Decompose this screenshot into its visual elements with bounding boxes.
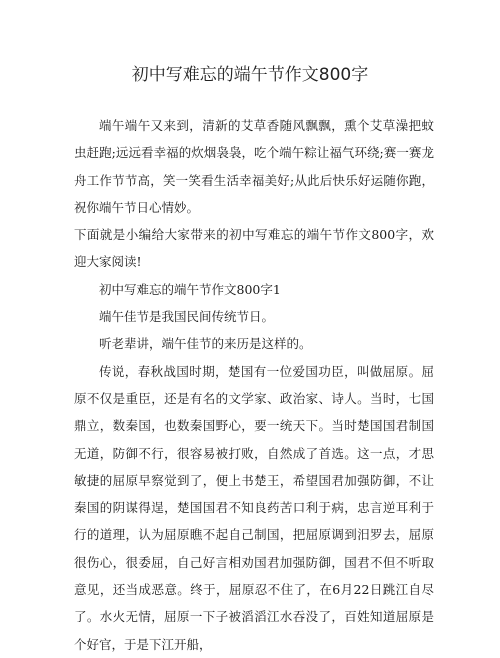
document-title: 初中写难忘的端午节作文800字: [131, 65, 369, 85]
paragraph: 传说，春秋战国时期，楚国有一位爱国功臣，叫做屈原。屈原不仅是重臣，还是有名的文学家、政治家、诗人。当时，七国鼎立，数秦国，也数秦国野心，要一统天下。当时楚国国君制国无道，防御不行，很容易被打败，自然成了首选。这一点，才思敏捷的屈原早察觉到了，便上书楚王，希望国君加强防御，不让秦国的阴谋得逞，楚国国君不知良药苦口利于病，忠言逆耳利于行的道理，认为屈原瞧不起自己制国，把屈原调到汨罗去，屈原很伤心，很委屈，自己好言相劝国君加强防御，国君不但不听取意见，还当成恶意。终于，屈原忍不住了，在6月22日跳江自尽了。水火无情，屈原一下子被滔滔江水吞没了，百姓知道屈原是个好官，于是下江开船，: [74, 363, 434, 652]
paragraph: 下面就是小编给大家带来的初中写难忘的端午节作文800字，欢迎大家阅读!: [74, 227, 434, 270]
paragraph: 端午端午又来到，清新的艾草香随风飘飘，熏个艾草澡把蚊虫赶跑;远远看幸福的炊烟袅袅，吃个端午粽让福气环绕;赛一赛龙舟工作节节高，笑一笑看生活幸福美好;从此后快乐好运随你跑，祝你端午节日心情妙。: [74, 118, 434, 215]
paragraph: 端午佳节是我国民间传统节日。: [99, 309, 275, 325]
document-body: [74, 112, 434, 658]
section-heading: 初中写难忘的端午节作文800字1: [99, 281, 281, 297]
paragraph: 听老辈讲，端午佳节的来历是这样的。: [99, 336, 312, 352]
